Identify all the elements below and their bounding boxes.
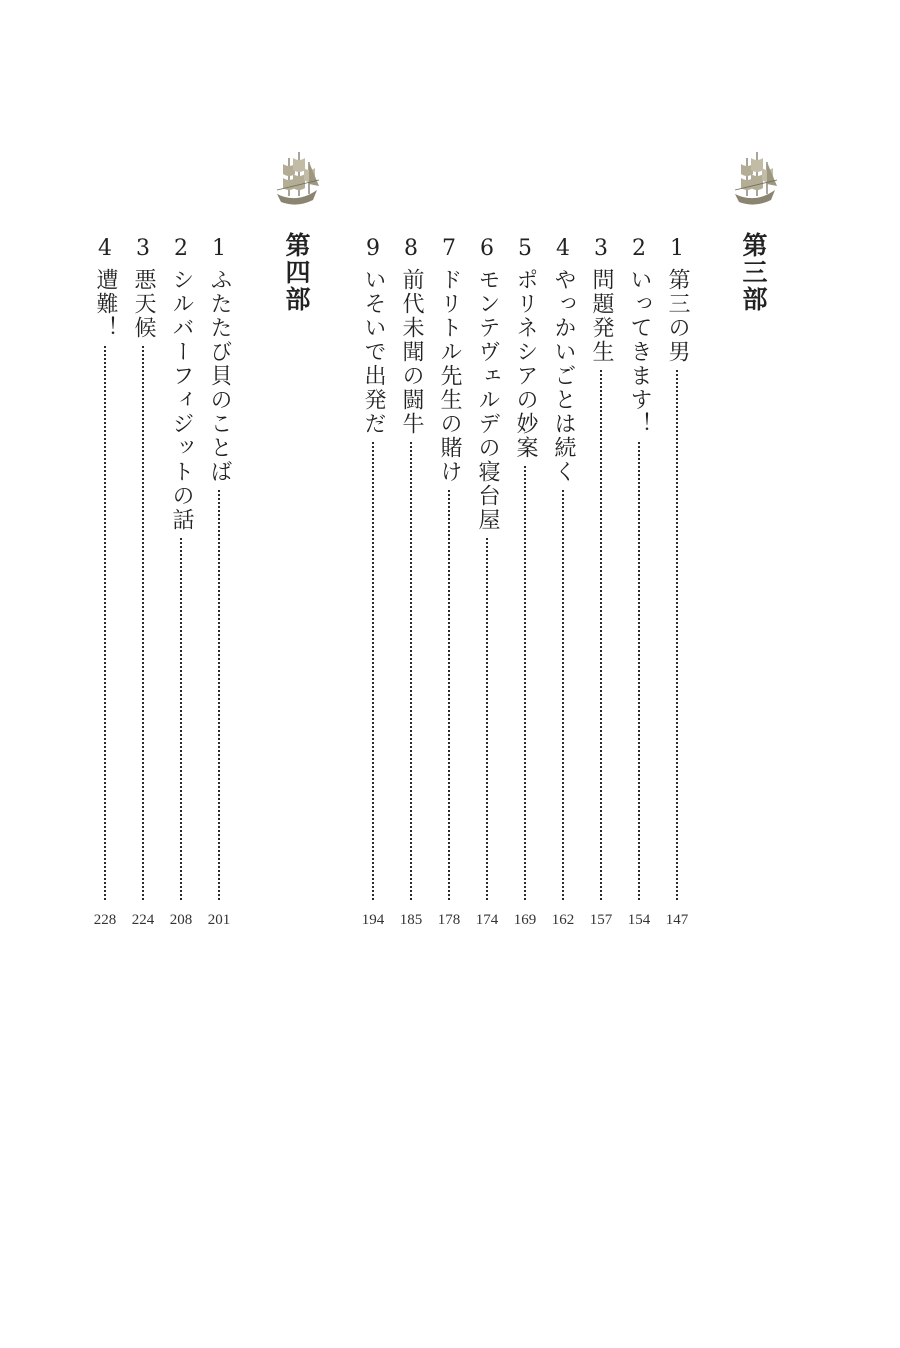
- chapter-number: 8: [404, 236, 418, 261]
- chapter-number: 9: [366, 236, 380, 261]
- chapter-number: 6: [480, 236, 494, 261]
- chapter-number: 5: [518, 236, 532, 261]
- chapter-number: 4: [556, 236, 570, 261]
- chapter-number: 7: [442, 236, 456, 261]
- dot-leader: [218, 490, 220, 900]
- page-number: 201: [207, 912, 231, 928]
- chapter-title: いそいで出発だ: [361, 268, 386, 436]
- chapter-title: いってきます！: [627, 268, 652, 436]
- chapter-number: 1: [670, 236, 684, 261]
- dot-leader: [448, 490, 450, 900]
- dot-leader: [600, 370, 602, 900]
- toc-entry[interactable]: [396, 236, 426, 936]
- chapter-number: 2: [632, 236, 646, 261]
- toc-entry[interactable]: [548, 236, 578, 936]
- chapter-title: シルバーフィジットの話: [169, 268, 194, 532]
- page-number: 147: [665, 912, 689, 928]
- page-number: 154: [627, 912, 651, 928]
- page-number: 224: [131, 912, 155, 928]
- chapter-title: 前代未聞の闘牛: [399, 268, 424, 436]
- dot-leader: [562, 490, 564, 900]
- dot-leader: [180, 538, 182, 900]
- page-number: 157: [589, 912, 613, 928]
- dot-leader: [524, 466, 526, 900]
- page-number: 228: [93, 912, 117, 928]
- toc-entry[interactable]: [166, 236, 196, 936]
- chapter-title: 第三の男: [665, 268, 690, 364]
- page-number: 194: [361, 912, 385, 928]
- chapter-title: 遭難！: [93, 268, 118, 340]
- chapter-number: 2: [174, 236, 188, 261]
- chapter-number: 1: [212, 236, 226, 261]
- page-number: 174: [475, 912, 499, 928]
- page-number: 178: [437, 912, 461, 928]
- chapter-title: やっかいごとは続く: [551, 268, 576, 484]
- toc-entry[interactable]: [434, 236, 464, 936]
- chapter-title: ふたたび貝のことば: [207, 268, 232, 484]
- toc-entry[interactable]: [128, 236, 158, 936]
- toc-entry[interactable]: [204, 236, 234, 936]
- chapter-title: 問題発生: [589, 268, 614, 364]
- page-number: 162: [551, 912, 575, 928]
- toc-entry[interactable]: [358, 236, 388, 936]
- chapter-title: ドリトル先生の賭け: [437, 268, 462, 484]
- dot-leader: [104, 346, 106, 900]
- toc-entry[interactable]: [624, 236, 654, 936]
- page-number: 169: [513, 912, 537, 928]
- page-number: 208: [169, 912, 193, 928]
- dot-leader: [142, 346, 144, 900]
- dot-leader: [372, 442, 374, 900]
- dot-leader: [676, 370, 678, 900]
- page-number: 185: [399, 912, 423, 928]
- dot-leader: [410, 442, 412, 900]
- dot-leader: [486, 538, 488, 900]
- toc-entry[interactable]: [510, 236, 540, 936]
- toc-entry[interactable]: [472, 236, 502, 936]
- toc-entry[interactable]: [90, 236, 120, 936]
- chapter-title: モンテヴェルデの寝台屋: [475, 268, 500, 532]
- part-four-title: 第四部: [282, 232, 311, 313]
- sailing-ship-icon: [731, 150, 779, 212]
- toc-entry[interactable]: [662, 236, 692, 936]
- chapter-number: 3: [594, 236, 608, 261]
- chapter-title: 悪天候: [131, 268, 156, 340]
- chapter-title: ポリネシアの妙案: [513, 268, 538, 460]
- toc-entry[interactable]: [586, 236, 616, 936]
- chapter-number: 3: [136, 236, 150, 261]
- chapter-number: 4: [98, 236, 112, 261]
- dot-leader: [638, 442, 640, 900]
- sailing-ship-icon: [273, 150, 321, 212]
- part-three-title: 第三部: [739, 232, 768, 313]
